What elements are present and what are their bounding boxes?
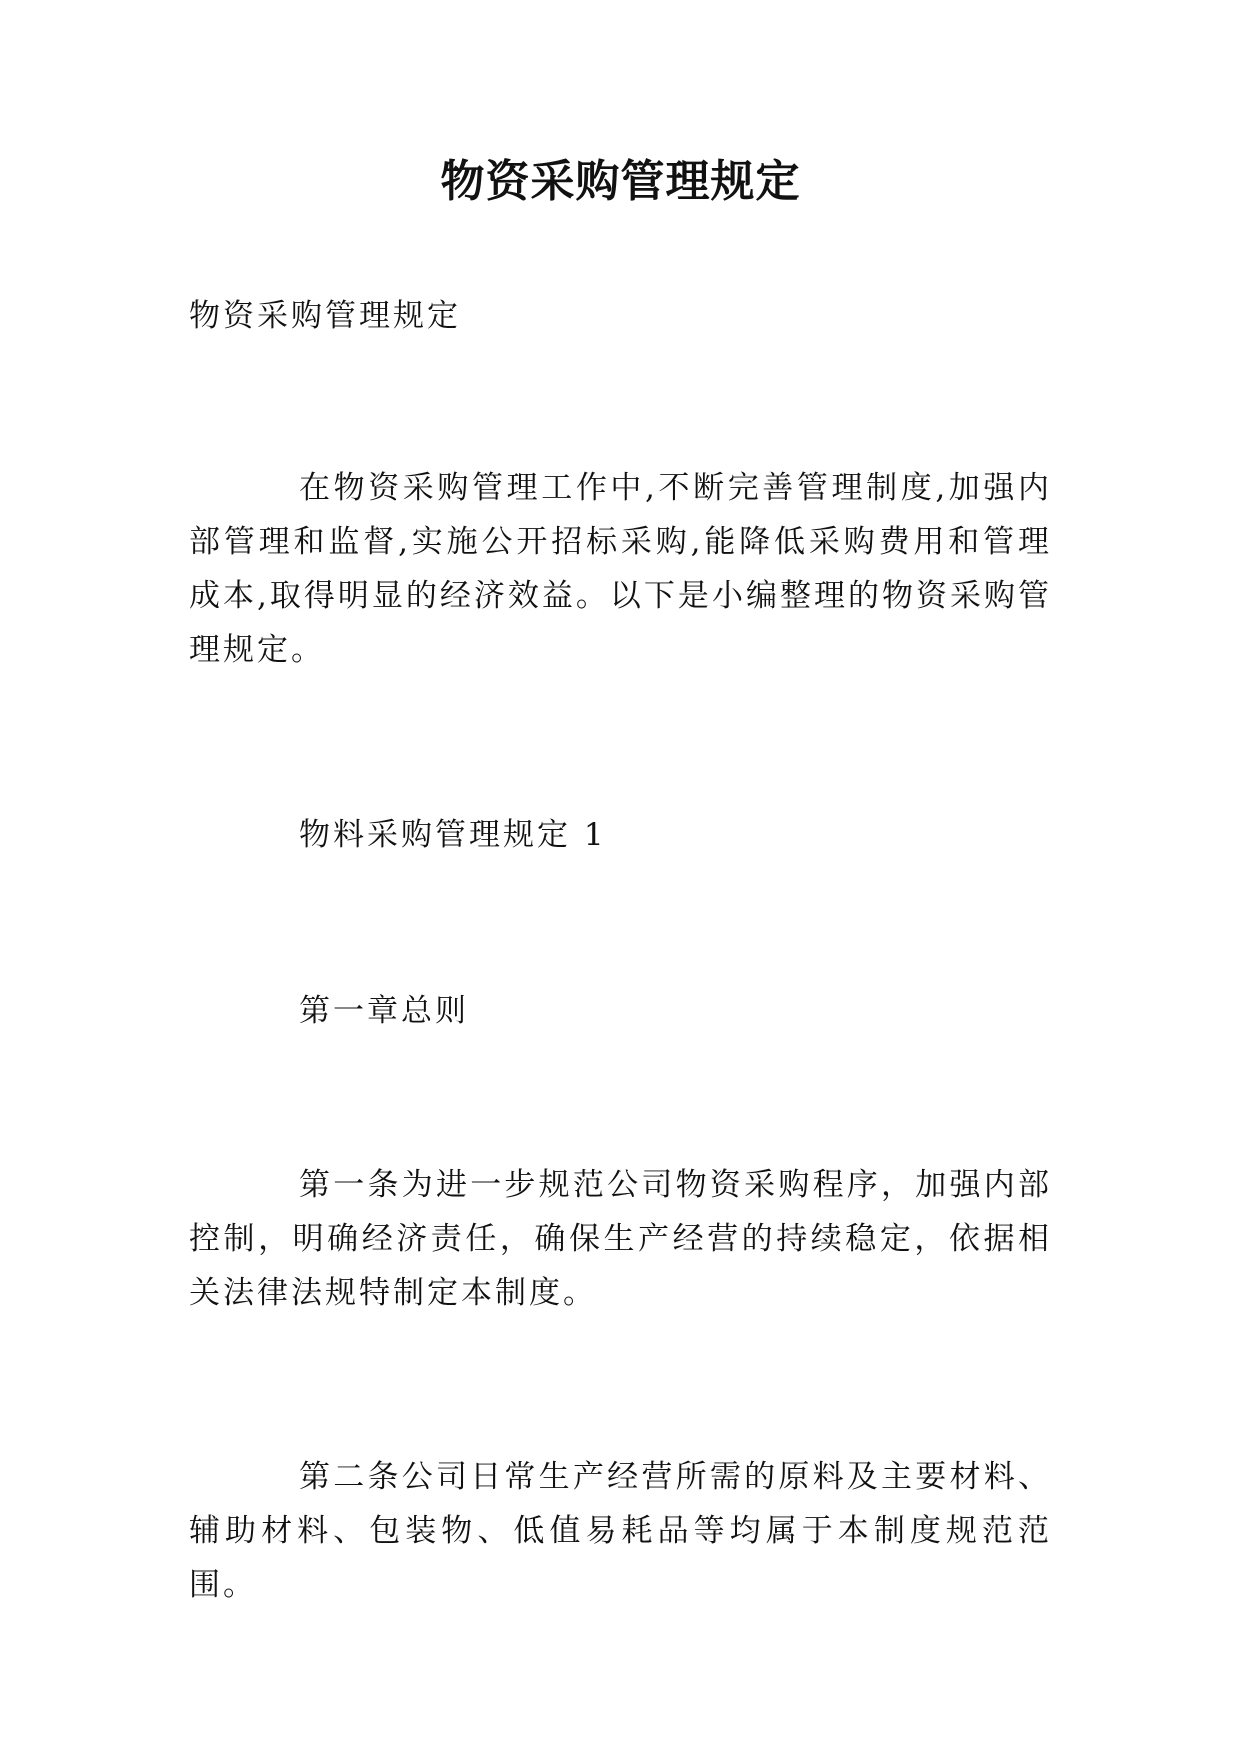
chapter-title: 第一章总则 xyxy=(299,993,469,1029)
section-title: 物料采购管理规定 1 xyxy=(299,817,607,853)
article-2-paragraph: 第二条公司日常生产经营所需的原料及主要材料、辅助材料、包装物、低值易耗品等均属于本制度规范范围。 xyxy=(189,1459,1052,1603)
intro-paragraph: 在物资采购管理工作中,不断完善管理制度,加强内部管理和监督,实施公开招标采购,能降低采购费用和管理成本,取得明显的经济效益。以下是小编整理的物资采购管理规定。 xyxy=(189,470,1052,668)
document-subtitle: 物资采购管理规定 xyxy=(189,298,461,334)
article-1-paragraph: 第一条为进一步规范公司物资采购程序，加强内部控制，明确经济责任，确保生产经营的持续稳定，依据相关法律法规特制定本制度。 xyxy=(189,1167,1052,1311)
document-title: 物资采购管理规定 xyxy=(440,156,801,207)
